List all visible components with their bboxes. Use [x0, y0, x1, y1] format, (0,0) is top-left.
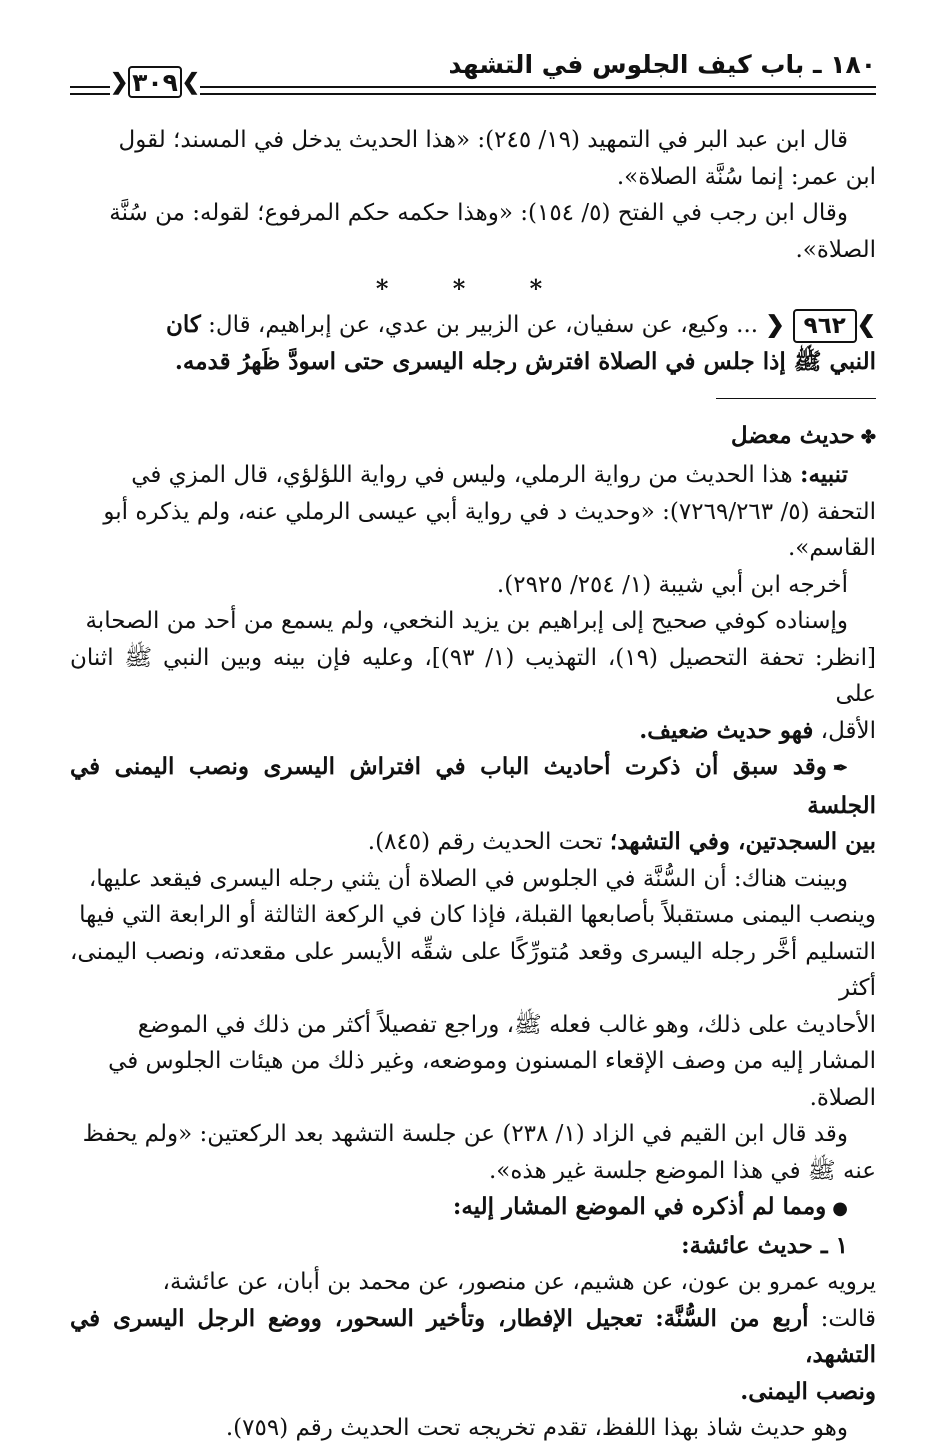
hadith-text-start: كان: [165, 311, 201, 338]
paragraph-line: ابن عمر: إنما سُنَّة الصلاة».: [616, 163, 876, 190]
paragraph-line: الصلاة.: [809, 1084, 876, 1111]
paragraph-line: التحفة (٥/ ٧٢٦٩/٢٦٣): «وحديث د في رواية أبي عيسى الرملي عنه، ولم يذكره أبو: [103, 498, 876, 525]
book-page: [70, 48, 876, 1447]
page-number: ٣٠٩: [128, 66, 181, 98]
item-text-bold: أربع من السُّنَّة: تعجيل الإفطار، وتأخير السحور، ووضع الرجل اليسرى في التشهد،: [70, 1304, 876, 1368]
note-text-bold: بين السجدتين، وفي التشهد؛: [609, 828, 876, 855]
item-title: ١ ـ حديث عائشة:: [681, 1231, 848, 1259]
paragraph-line: وإسناده كوفي صحيح إلى إبراهيم بن يزيد النخعي، ولم يسمع من أحد من الصحابة: [85, 608, 848, 634]
hadith-chain: ... وكيع، عن سفيان، عن الزبير بن عدي، عن إبراهيم، قال:: [208, 312, 759, 338]
pen-nib-icon: ✒: [832, 758, 848, 779]
paragraph-line: الأحاديث على ذلك، وهو غالب فعله ﷺ، وراجع تفصيلاً أكثر من ذلك في الموضع: [137, 1011, 876, 1038]
paragraph-line: وهو حديث شاذ بهذا اللفظ، تقدم تخريجه تحت الحديث رقم (٧٥٩).: [225, 1415, 848, 1441]
bullet-icon: ●: [832, 1198, 848, 1219]
tanbih-line: [70, 457, 876, 494]
running-title: ١٨٠ ـ باب كيف الجلوس في التشهد: [448, 50, 876, 79]
paragraph-line: المشار إليه من وصف الإقعاء المسنون وموضعه، وغير ذلك من هيئات الجلوس في: [108, 1048, 876, 1074]
isnad-verdict: فهو حديث ضعيف.: [639, 716, 814, 744]
ornament-cap-icon: ❮: [110, 69, 129, 95]
paragraph-line: يرويه عمرو بن عون، عن هشيم، عن منصور، عن محمد بن أبان، عن عائشة،: [162, 1269, 876, 1295]
ornament-cap-icon: ❯: [181, 69, 200, 95]
paragraph-line: الصلاة».: [795, 236, 876, 263]
hadith-number: ٩٦٢: [793, 309, 857, 343]
paragraph-line: [70, 1301, 876, 1374]
paragraph-line: وبينت هناك: أن السُّنَّة في الجلوس في الصلاة أن يثني رجله اليسرى فيقعد عليها،: [88, 865, 848, 892]
grade-label: حديث معضل: [730, 422, 855, 449]
paragraph-line: التسليم أخَّر رجله اليسرى وقعد مُتورِّكًا على شقِّه الأيسر على مقعدته، ونصب اليمنى، أكثر: [70, 938, 876, 1001]
paragraph-line: قال ابن عبد البر في التمهيد (١٩/ ٢٤٥): «هذا الحديث يدخل في المسند؛ لقول: [118, 127, 848, 153]
tanbih-label: تنبيه:: [799, 461, 848, 488]
isnad-text: الأقل،: [820, 717, 876, 744]
paragraph-line: وينصب اليمنى مستقبلاً بأصابعها القبلة، فإذا كان في الركعة الثالثة أو الرابعة التي فيها: [79, 902, 876, 928]
footnote-divider: [716, 398, 876, 399]
page-header: [70, 48, 876, 98]
item-text: قالت:: [820, 1305, 877, 1332]
paragraph-line: ونصب اليمنى.: [740, 1377, 876, 1405]
ornament-cap-icon: ❯: [856, 311, 876, 338]
paragraph-line: [70, 713, 876, 750]
paragraph-line: وقد قال ابن القيم في الزاد (١/ ٢٣٨) عن جلسة التشهد بعد الركعتين: «ولم يحفظ: [82, 1121, 848, 1147]
paragraph-line: القاسم».: [787, 535, 876, 561]
section-separator: * * *: [375, 274, 571, 303]
note-line: [70, 824, 876, 861]
subheading: [70, 1189, 876, 1228]
paragraph-line: عنه ﷺ في هذا الموضع جلسة غير هذه».: [488, 1157, 876, 1184]
note-text: تحت الحديث رقم (٨٤٥).: [367, 829, 603, 855]
paragraph-line: وقال ابن رجب في الفتح (٥/ ١٥٤): «وهذا حكمه حكم المرفوع؛ لقوله: من سُنَّة: [109, 200, 848, 226]
ornament-cap-icon: ❮: [765, 311, 785, 338]
page-number-ornament: [110, 62, 200, 102]
subheading-label: ومما لم أذكره في الموضع المشار إليه:: [452, 1193, 827, 1220]
paragraph-line: [انظر: تحفة التحصيل (١٩)، التهذيب (١/ ٩٣)]، وعليه فإن بينه وبين النبي ﷺ اثنان على: [70, 644, 877, 707]
ornament-icon: ✤: [860, 427, 876, 448]
note-text: وقد سبق أن ذكرت أحاديث الباب في افتراش اليسرى ونصب اليمنى في الجلسة: [70, 753, 876, 819]
takhrij-line: أخرجه ابن أبي شيبة (١/ ٢٥٤/ ٢٩٢٥).: [496, 571, 848, 598]
hadith-line: [70, 307, 876, 344]
tanbih-text: هذا الحديث من رواية الرملي، وليس في رواية اللؤلؤي، قال المزي في: [131, 462, 793, 488]
note-line: [70, 749, 876, 824]
hadith-text: النبي ﷺ إذا جلس في الصلاة افترش رجله اليسرى حتى اسودَّ ظَهرُ قدمه.: [174, 347, 876, 375]
hadith-grade: [70, 417, 876, 457]
